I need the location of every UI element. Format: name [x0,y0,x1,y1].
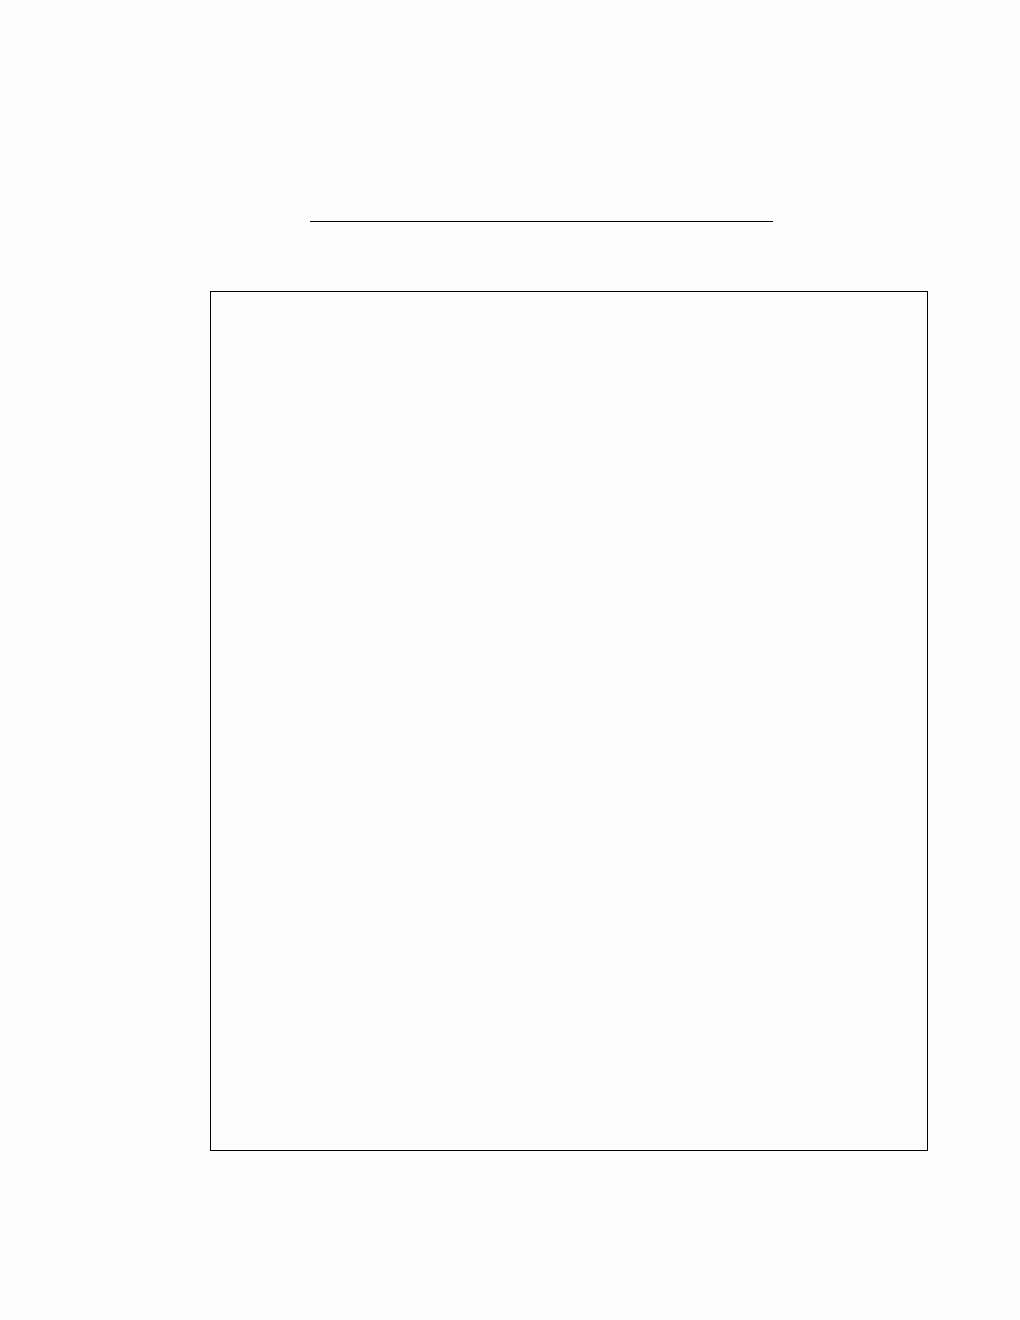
date-range-field[interactable] [310,221,773,222]
schedule-grid [210,291,928,1151]
